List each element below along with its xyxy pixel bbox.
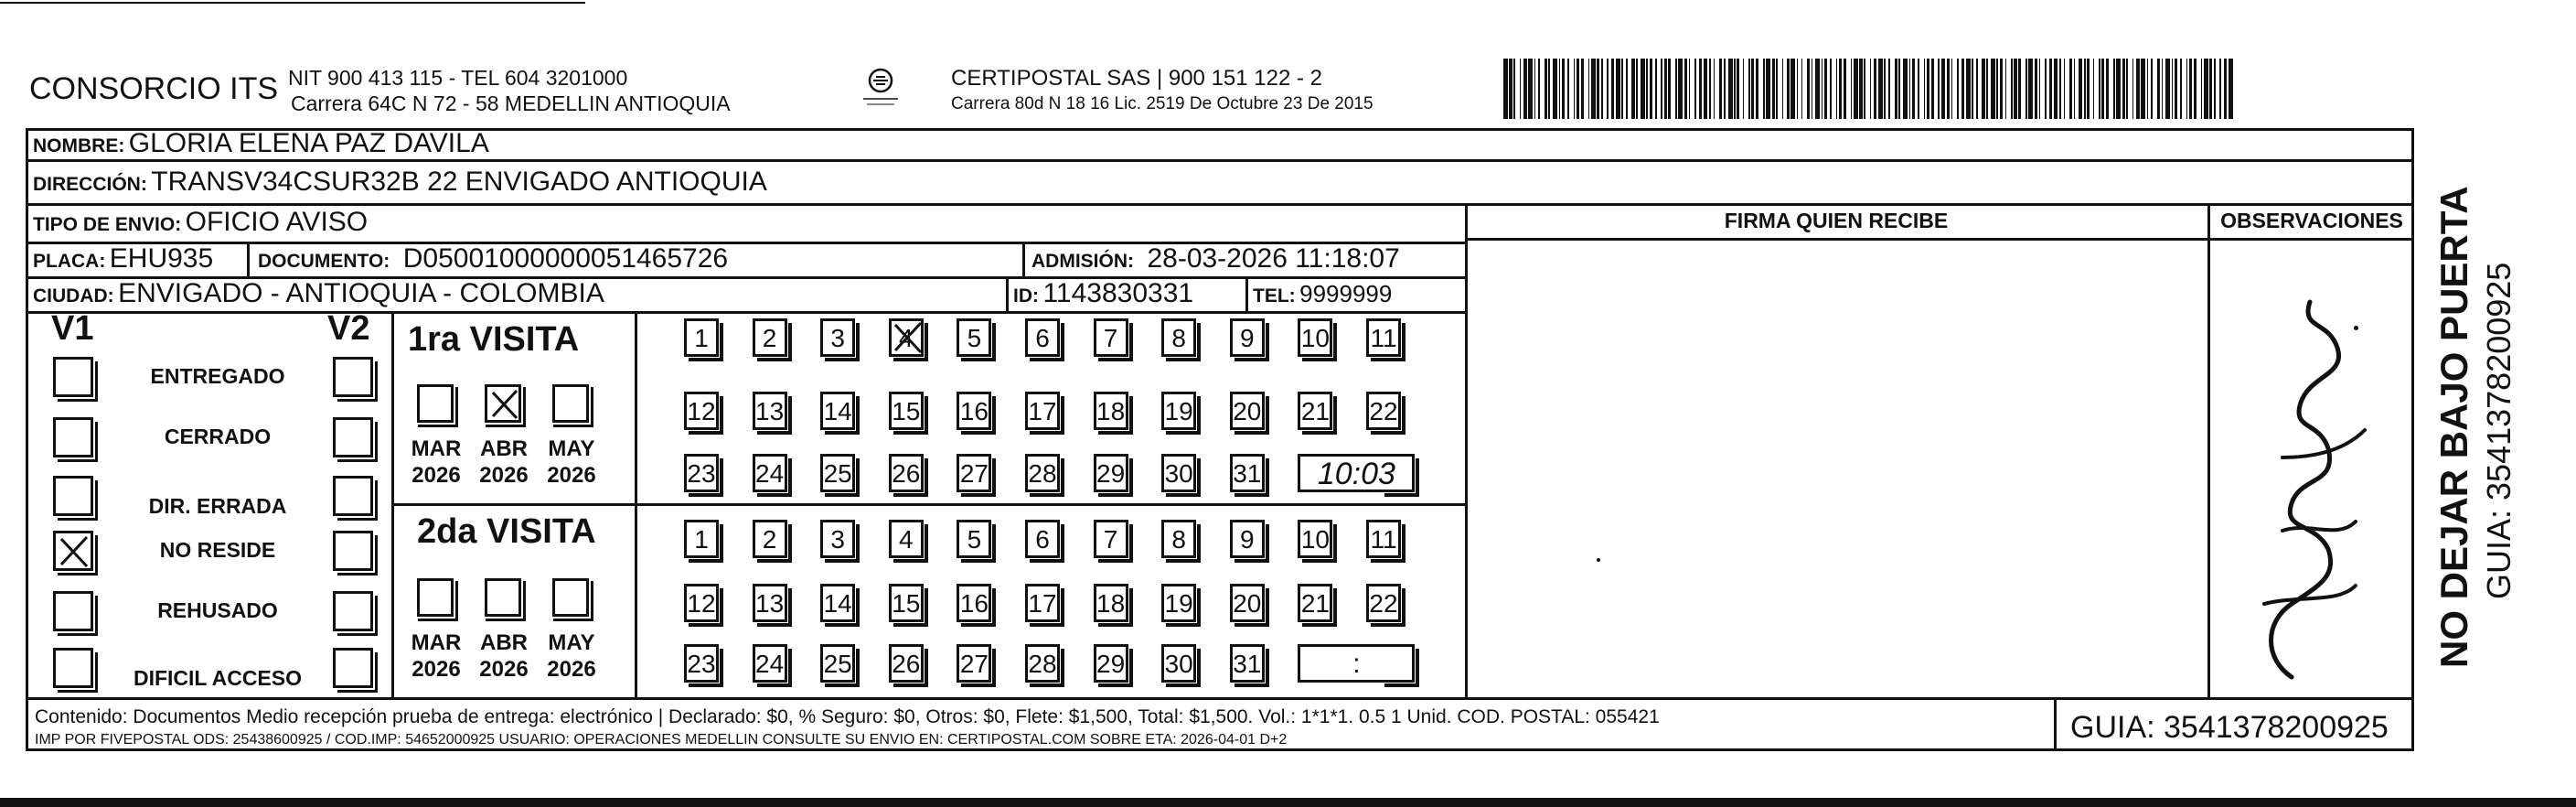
day-number: 9 bbox=[1240, 525, 1255, 554]
day-box[interactable] bbox=[820, 318, 855, 357]
day-number: 15 bbox=[892, 397, 921, 425]
day-number: 2 bbox=[762, 525, 777, 554]
day-box[interactable] bbox=[1161, 520, 1196, 558]
day-number: 20 bbox=[1233, 397, 1262, 425]
day-box[interactable] bbox=[753, 644, 787, 683]
day-number: 25 bbox=[823, 459, 852, 488]
day-number: 6 bbox=[1035, 525, 1050, 554]
tel-value: 9999999 bbox=[1299, 280, 1393, 307]
v1-checkbox[interactable] bbox=[53, 357, 93, 397]
barcode bbox=[1503, 59, 2237, 119]
tel-label: TEL: bbox=[1253, 285, 1296, 307]
status-label: ENTREGADO bbox=[150, 364, 285, 388]
company-name: CONSORCIO ITS bbox=[29, 71, 279, 106]
day-box[interactable] bbox=[1025, 584, 1060, 622]
day-box[interactable] bbox=[1161, 318, 1196, 357]
day-box[interactable] bbox=[957, 392, 991, 430]
month-year: 2026 bbox=[479, 463, 529, 488]
nombre-value: GLORIA ELENA PAZ DAVILA bbox=[128, 128, 489, 158]
day-box[interactable] bbox=[1025, 318, 1060, 357]
month-label bbox=[540, 436, 604, 489]
day-number: 29 bbox=[1096, 650, 1126, 678]
day-box[interactable] bbox=[753, 520, 787, 558]
day-box[interactable] bbox=[1230, 584, 1265, 622]
status-column-right bbox=[391, 311, 394, 697]
day-box[interactable] bbox=[753, 454, 787, 492]
day-number: 14 bbox=[823, 589, 852, 618]
company-nit: NIT 900 413 115 - TEL 604 3201000 bbox=[288, 66, 628, 90]
carrier-name: CERTIPOSTAL SAS | 900 151 122 - 2 bbox=[951, 66, 1322, 91]
day-box[interactable] bbox=[1366, 392, 1401, 430]
day-box[interactable] bbox=[1298, 584, 1332, 622]
day-number: 24 bbox=[755, 650, 785, 678]
footer-guia-divider bbox=[2054, 697, 2057, 751]
day-number: 18 bbox=[1096, 589, 1126, 618]
day-number: 13 bbox=[755, 397, 785, 425]
day-box[interactable] bbox=[957, 644, 991, 683]
v2-checkbox[interactable] bbox=[333, 417, 373, 457]
day-number: 14 bbox=[823, 397, 852, 425]
day-box[interactable] bbox=[1025, 392, 1060, 430]
day-box[interactable] bbox=[1161, 644, 1196, 683]
month-name: MAR bbox=[411, 630, 462, 655]
ciudad-cell bbox=[33, 278, 604, 309]
second-visit-time[interactable] bbox=[1298, 644, 1415, 683]
day-number: 19 bbox=[1164, 397, 1193, 425]
direccion-value: TRANSV34CSUR32B 22 ENVIGADO ANTIOQUIA bbox=[151, 167, 767, 197]
day-number: 2 bbox=[762, 324, 777, 352]
row-divider bbox=[26, 311, 1465, 314]
day-number: 16 bbox=[959, 589, 989, 618]
day-box[interactable] bbox=[1230, 392, 1265, 430]
status-label: REHUSADO bbox=[157, 598, 278, 622]
day-box[interactable] bbox=[1230, 520, 1265, 558]
month-label bbox=[472, 629, 536, 683]
observaciones-header: OBSERVACIONES bbox=[2220, 209, 2403, 232]
day-number: 3 bbox=[830, 324, 845, 352]
day-number: 23 bbox=[687, 459, 716, 488]
day-box[interactable] bbox=[820, 392, 855, 430]
ink-dot bbox=[1597, 558, 1600, 562]
day-number: 21 bbox=[1300, 397, 1330, 425]
placa-value: EHU935 bbox=[109, 243, 214, 274]
v1-checkbox[interactable] bbox=[53, 476, 93, 516]
row-divider bbox=[26, 159, 2414, 162]
tipo-value: OFICIO AVISO bbox=[185, 207, 369, 237]
day-number: 19 bbox=[1164, 589, 1193, 618]
day-box[interactable] bbox=[1161, 454, 1196, 492]
day-box[interactable] bbox=[1230, 318, 1265, 357]
no-dejar-warning: NO DEJAR BAJO PUERTA bbox=[2432, 186, 2475, 668]
day-number: 21 bbox=[1300, 589, 1330, 618]
firma-header: FIRMA QUIEN RECIBE bbox=[1724, 209, 1949, 232]
v2-checkbox[interactable] bbox=[333, 591, 373, 631]
day-number: 1 bbox=[694, 324, 709, 352]
day-number: 10 bbox=[1300, 324, 1330, 352]
day-number: 15 bbox=[892, 589, 921, 618]
month-year: 2026 bbox=[412, 463, 461, 488]
time-value: : bbox=[1352, 649, 1361, 679]
day-box[interactable] bbox=[1025, 520, 1060, 558]
month-name: ABR bbox=[480, 630, 528, 655]
day-box[interactable] bbox=[1161, 392, 1196, 430]
month-label bbox=[540, 629, 604, 683]
status-label: CERRADO bbox=[164, 425, 272, 448]
id-value: 1143830331 bbox=[1042, 278, 1194, 308]
time-value: 10:03 bbox=[1317, 457, 1395, 491]
day-number: 22 bbox=[1369, 397, 1398, 425]
day-number: 17 bbox=[1028, 397, 1057, 425]
day-box[interactable] bbox=[820, 520, 855, 558]
v1-checkbox[interactable] bbox=[53, 531, 93, 571]
certipostal-logo bbox=[858, 64, 903, 110]
day-box[interactable] bbox=[889, 454, 924, 492]
day-number: 7 bbox=[1103, 525, 1118, 554]
day-number: 17 bbox=[1028, 589, 1057, 618]
status-label: DIFICIL ACCESO bbox=[133, 666, 302, 690]
carrier-address: Carrera 80d N 18 16 Lic. 2519 De Octubre 23 De 2015 bbox=[951, 94, 1374, 113]
month-checkbox[interactable] bbox=[417, 578, 454, 617]
day-box[interactable] bbox=[1230, 644, 1265, 683]
day-number: 26 bbox=[892, 459, 921, 488]
month-checkbox[interactable] bbox=[552, 384, 589, 423]
month-year: 2026 bbox=[479, 657, 529, 682]
footer-contenido: Contenido: Documentos Medio recepción prueba de entrega: electrónico | Declarado: $0, % Seguro: $0, Otros: $0, Flete: $1,500, Total: $1,500. Vol.: 1*1*1. 0.5 1 Unid. COD. POSTAL: 055421 bbox=[35, 706, 1660, 727]
recipient-signature bbox=[2228, 274, 2410, 686]
day-number: 28 bbox=[1028, 459, 1057, 488]
day-box[interactable] bbox=[1298, 392, 1332, 430]
month-year: 2026 bbox=[547, 657, 596, 682]
day-number: 4 bbox=[899, 324, 914, 352]
admision-label: ADMISIÓN: bbox=[1031, 251, 1134, 272]
day-box[interactable] bbox=[1094, 644, 1128, 683]
month-checkbox[interactable] bbox=[485, 578, 521, 617]
day-box[interactable] bbox=[1366, 584, 1401, 622]
month-label bbox=[404, 436, 468, 489]
day-box[interactable] bbox=[1094, 392, 1128, 430]
month-name: MAY bbox=[548, 630, 595, 655]
day-number: 9 bbox=[1240, 324, 1255, 352]
day-box[interactable] bbox=[753, 318, 787, 357]
day-box[interactable] bbox=[753, 392, 787, 430]
day-number: 31 bbox=[1233, 650, 1262, 678]
nombre-row bbox=[33, 128, 489, 159]
day-number: 5 bbox=[967, 324, 982, 352]
day-box[interactable] bbox=[753, 584, 787, 622]
documento-value: D05001000000051465726 bbox=[402, 243, 729, 274]
admision-cell bbox=[1031, 243, 1400, 274]
tipo-label: TIPO DE ENVIO: bbox=[33, 214, 182, 235]
day-box[interactable] bbox=[1298, 520, 1332, 558]
day-box[interactable] bbox=[889, 520, 924, 558]
first-visit-title: 1ra VISITA bbox=[408, 320, 580, 359]
day-number: 6 bbox=[1035, 324, 1050, 352]
row-divider bbox=[1465, 238, 2414, 241]
month-name: ABR bbox=[480, 436, 528, 461]
day-number: 5 bbox=[967, 525, 982, 554]
day-number: 30 bbox=[1164, 459, 1193, 488]
day-number: 10 bbox=[1300, 525, 1330, 554]
top-edge-line bbox=[0, 2, 585, 4]
month-checkbox[interactable] bbox=[417, 384, 454, 423]
admision-value: 28-03-2026 11:18:07 bbox=[1147, 243, 1400, 274]
direccion-label: DIRECCIÓN: bbox=[33, 174, 147, 195]
company-address: Carrera 64C N 72 - 58 MEDELLIN ANTIOQUIA bbox=[291, 91, 731, 115]
v2-checkbox[interactable] bbox=[333, 476, 373, 516]
v2-checkbox[interactable] bbox=[333, 531, 373, 571]
day-number: 30 bbox=[1164, 650, 1193, 678]
day-number: 27 bbox=[959, 459, 989, 488]
day-number: 4 bbox=[899, 525, 914, 554]
month-year: 2026 bbox=[547, 463, 596, 488]
day-number: 8 bbox=[1171, 525, 1186, 554]
day-number: 18 bbox=[1096, 397, 1126, 425]
v1-checkbox[interactable] bbox=[53, 591, 93, 631]
day-number: 24 bbox=[755, 459, 785, 488]
day-number: 11 bbox=[1370, 525, 1397, 554]
x-mark-icon bbox=[56, 533, 92, 570]
placa-cell bbox=[33, 243, 213, 274]
day-box[interactable] bbox=[1298, 318, 1332, 357]
second-visit-title: 2da VISITA bbox=[417, 512, 596, 551]
day-box[interactable] bbox=[1025, 644, 1060, 683]
day-number: 8 bbox=[1171, 324, 1186, 352]
day-box[interactable] bbox=[684, 520, 719, 558]
cell-divider bbox=[1006, 276, 1009, 311]
day-number: 22 bbox=[1369, 589, 1398, 618]
day-number: 16 bbox=[959, 397, 989, 425]
direccion-row bbox=[33, 167, 767, 198]
day-box[interactable] bbox=[1094, 520, 1128, 558]
side-guia: GUIA: 3541378200925 bbox=[2480, 262, 2517, 599]
day-box[interactable] bbox=[1161, 584, 1196, 622]
month-checkbox[interactable] bbox=[485, 384, 521, 423]
day-number: 27 bbox=[959, 650, 989, 678]
month-year: 2026 bbox=[412, 657, 461, 682]
day-box[interactable] bbox=[684, 318, 719, 357]
day-box[interactable] bbox=[1366, 520, 1401, 558]
status-label: DIR. ERRADA bbox=[148, 494, 287, 518]
month-name: MAR bbox=[411, 436, 462, 461]
day-box[interactable] bbox=[957, 318, 991, 357]
cell-divider bbox=[247, 242, 250, 276]
v1-checkbox[interactable] bbox=[53, 417, 93, 457]
day-box[interactable] bbox=[957, 454, 991, 492]
ciudad-label: CIUDAD: bbox=[33, 285, 114, 307]
day-number: 13 bbox=[755, 589, 785, 618]
month-label bbox=[404, 629, 468, 683]
documento-label: DOCUMENTO: bbox=[258, 251, 390, 272]
cell-divider bbox=[1022, 242, 1025, 276]
days-column-left bbox=[635, 311, 637, 697]
v2-checkbox[interactable] bbox=[333, 357, 373, 397]
day-box[interactable] bbox=[820, 644, 855, 683]
day-box[interactable] bbox=[889, 318, 924, 357]
firma-column-left bbox=[1465, 203, 1468, 697]
day-box[interactable] bbox=[957, 520, 991, 558]
day-box[interactable] bbox=[1094, 454, 1128, 492]
day-number: 7 bbox=[1103, 324, 1118, 352]
day-number: 31 bbox=[1233, 459, 1262, 488]
footer-guia: GUIA: 3541378200925 bbox=[2070, 710, 2389, 745]
first-visit-time[interactable] bbox=[1298, 454, 1415, 492]
visit-divider bbox=[391, 503, 1465, 506]
month-name: MAY bbox=[548, 436, 595, 461]
ciudad-value: ENVIGADO - ANTIOQUIA - COLOMBIA bbox=[118, 278, 604, 308]
day-box[interactable] bbox=[957, 584, 991, 622]
bottom-scan-edge bbox=[0, 798, 2576, 807]
id-cell bbox=[1013, 278, 1193, 309]
day-number: 29 bbox=[1096, 459, 1126, 488]
tipo-row bbox=[33, 207, 368, 238]
day-number: 3 bbox=[830, 525, 845, 554]
id-label: ID: bbox=[1013, 285, 1039, 307]
day-box[interactable] bbox=[1366, 318, 1401, 357]
v2-checkbox[interactable] bbox=[333, 648, 373, 688]
day-box[interactable] bbox=[1094, 584, 1128, 622]
day-box[interactable] bbox=[684, 644, 719, 683]
row-divider bbox=[26, 203, 2414, 206]
day-number: 26 bbox=[892, 650, 921, 678]
x-mark-icon bbox=[487, 387, 522, 422]
day-number: 11 bbox=[1370, 324, 1397, 352]
footer-imp: IMP POR FIVEPOSTAL ODS: 25438600925 / COD.IMP: 54652000925 USUARIO: OPERACIONES MEDELLIN CONSULTE SU ENVIO EN: CERTIPOSTAL.COM SOBRE ETA: 2026-04-01 D+2 bbox=[35, 732, 1288, 748]
v2-header: V2 bbox=[327, 309, 370, 348]
day-number: 28 bbox=[1028, 650, 1057, 678]
day-box[interactable] bbox=[1025, 454, 1060, 492]
day-box[interactable] bbox=[684, 392, 719, 430]
day-number: 23 bbox=[687, 650, 716, 678]
day-number: 25 bbox=[823, 650, 852, 678]
cell-divider bbox=[1245, 276, 1248, 311]
tel-cell bbox=[1253, 280, 1392, 308]
v1-header: V1 bbox=[51, 309, 94, 348]
month-checkbox[interactable] bbox=[552, 578, 589, 617]
day-number: 20 bbox=[1233, 589, 1262, 618]
day-box[interactable] bbox=[889, 584, 924, 622]
day-number: 12 bbox=[687, 397, 716, 425]
nombre-label: NOMBRE: bbox=[33, 135, 125, 156]
day-number: 12 bbox=[687, 589, 716, 618]
observaciones-column-left bbox=[2207, 203, 2210, 697]
status-label: NO RESIDE bbox=[159, 538, 276, 562]
ink-dot bbox=[2354, 326, 2358, 330]
x-mark-icon bbox=[890, 319, 926, 356]
day-box[interactable] bbox=[684, 454, 719, 492]
day-box[interactable] bbox=[889, 392, 924, 430]
day-box[interactable] bbox=[1230, 454, 1265, 492]
month-label bbox=[472, 436, 536, 489]
documento-cell bbox=[258, 243, 728, 274]
placa-label: PLACA: bbox=[33, 251, 106, 272]
day-box[interactable] bbox=[1094, 318, 1128, 357]
day-box[interactable] bbox=[684, 584, 719, 622]
day-box[interactable] bbox=[889, 644, 924, 683]
v1-checkbox[interactable] bbox=[53, 648, 93, 688]
day-box[interactable] bbox=[820, 454, 855, 492]
day-box[interactable] bbox=[820, 584, 855, 622]
day-number: 1 bbox=[694, 525, 709, 554]
